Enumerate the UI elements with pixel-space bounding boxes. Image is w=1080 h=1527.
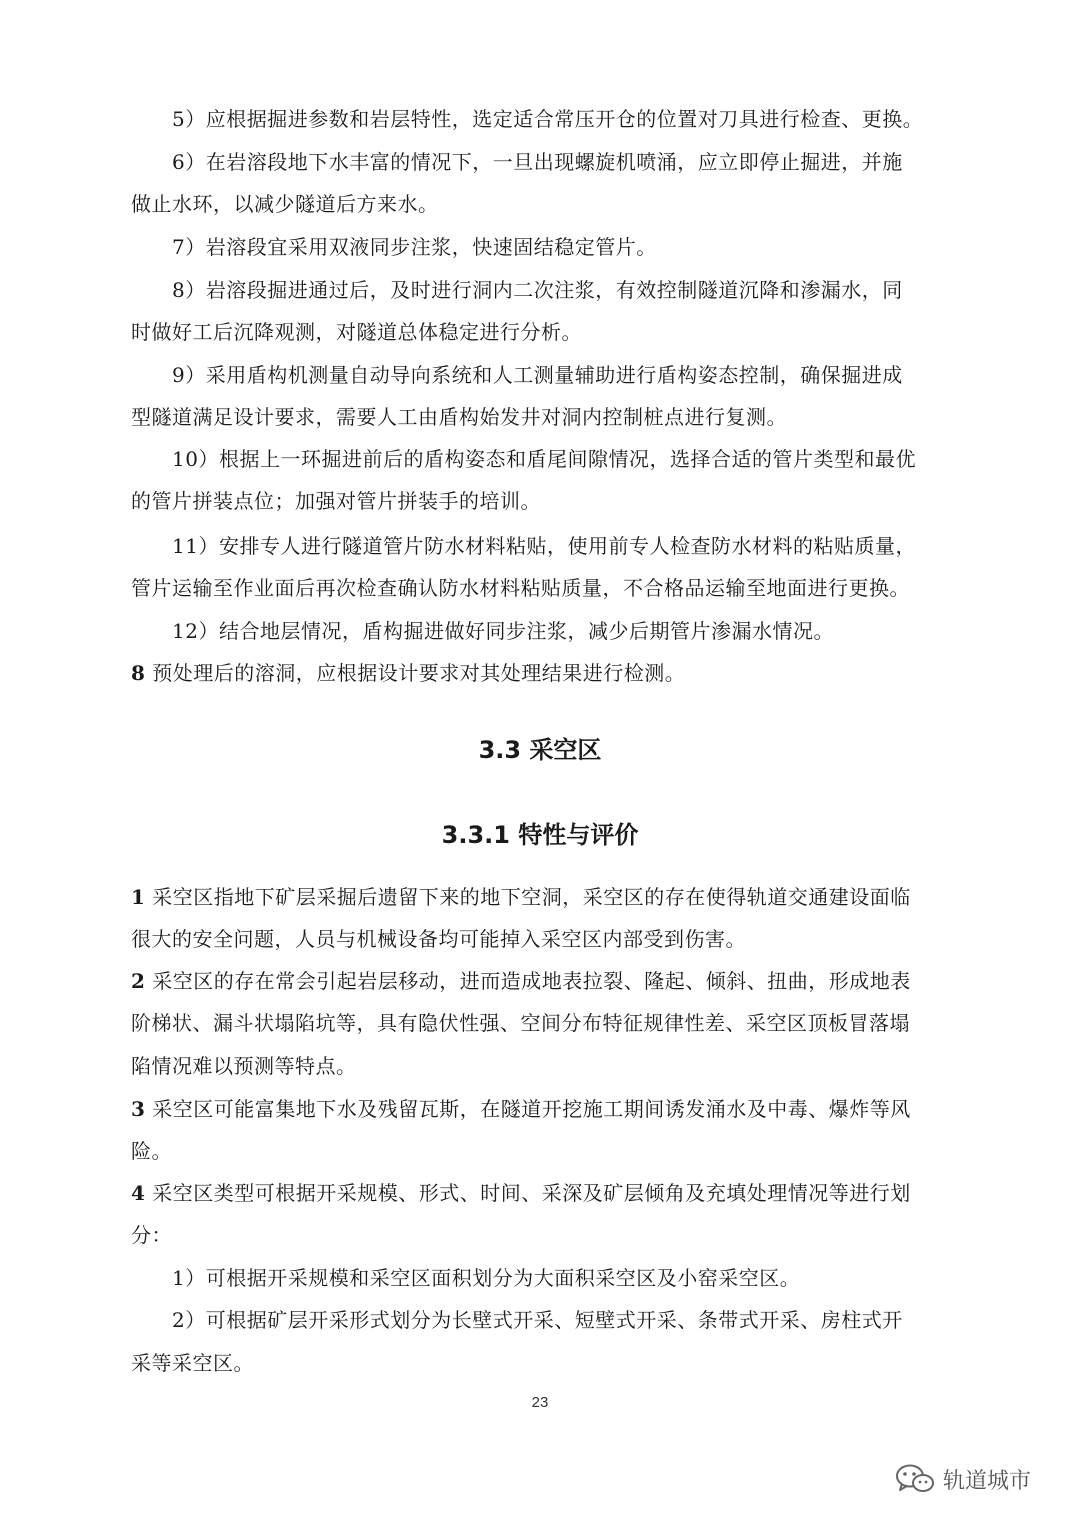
item-number: 4 xyxy=(131,1181,146,1205)
item-number: 8 xyxy=(131,661,146,685)
text-line: 采等采空区。 xyxy=(131,1351,254,1375)
section-heading: 3.3 采空区 xyxy=(478,736,602,764)
item-text: 预处理后的溶洞，应根据设计要求对其处理结果进行检测。 xyxy=(152,661,686,685)
item-text: 采空区指地下矿层采掘后遗留下来的地下空洞，采空区的存在使得轨道交通建设面临 xyxy=(152,885,911,909)
para-1-line xyxy=(131,882,911,912)
watermark xyxy=(895,1461,1031,1497)
item-text: 采空区的存在常会引起岩层移动，进而造成地表拉裂、隆起、倾斜、扭曲，形成地表 xyxy=(152,969,911,993)
item-8 xyxy=(131,658,685,688)
watermark-text: 轨道城市 xyxy=(943,1468,1032,1494)
para-3-line xyxy=(131,1094,911,1124)
subsection-heading: 3.3.1 特性与评价 xyxy=(441,821,639,849)
item-text: 采空区类型可根据开采规模、形式、时间、采深及矿层倾角及充填处理情况等进行划 xyxy=(152,1181,911,1205)
page-number: 23 xyxy=(531,1394,549,1411)
text-line: 1）可根据开采规模和采空区面积划分为大面积采空区及小窑采空区。 xyxy=(172,1266,801,1290)
wechat-icon xyxy=(895,1463,935,1495)
text-line: 很大的安全问题，人员与机械设备均可能掉入采空区内部受到伤害。 xyxy=(131,927,746,951)
item-number: 1 xyxy=(131,885,146,909)
text-line: 型隧道满足设计要求，需要人工由盾构始发井对洞内控制桩点进行复测。 xyxy=(131,405,787,429)
item-number: 2 xyxy=(131,969,146,993)
text-line: 8）岩溶段掘进通过后，及时进行洞内二次注浆，有效控制隧道沉降和渗漏水，同 xyxy=(172,278,903,302)
text-line: 时做好工后沉降观测，对隧道总体稳定进行分析。 xyxy=(131,320,582,344)
text-line: 2）可根据矿层开采形式划分为长壁式开采、短壁式开采、条带式开采、房柱式开 xyxy=(172,1308,903,1332)
text-line: 陷情况难以预测等特点。 xyxy=(131,1054,357,1078)
text-line: 9）采用盾构机测量自动导向系统和人工测量辅助进行盾构姿态控制，确保掘进成 xyxy=(172,363,903,387)
text-line: 险。 xyxy=(131,1139,172,1163)
para-2-line xyxy=(131,966,911,996)
text-line: 11）安排专人进行隧道管片防水材料粘贴，使用前专人检查防水材料的粘贴质量， xyxy=(172,534,916,558)
text-line: 12）结合地层情况，盾构掘进做好同步注浆，减少后期管片渗漏水情况。 xyxy=(172,619,834,643)
text-line: 7）岩溶段宜采用双液同步注浆，快速固结稳定管片。 xyxy=(172,235,657,259)
text-line: 做止水环，以减少隧道后方来水。 xyxy=(131,192,439,216)
text-line: 阶梯状、漏斗状塌陷坑等，具有隐伏性强、空间分布特征规律性差、采空区顶板冒落塌 xyxy=(131,1011,910,1035)
item-text: 采空区可能富集地下水及残留瓦斯，在隧道开挖施工期间诱发涌水及中毒、爆炸等风 xyxy=(152,1097,911,1121)
text-line: 分： xyxy=(131,1223,172,1247)
text-line: 的管片拼装点位；加强对管片拼装手的培训。 xyxy=(131,489,541,513)
text-line: 6）在岩溶段地下水丰富的情况下，一旦出现螺旋机喷涌，应立即停止掘进，并施 xyxy=(172,150,903,174)
text-line: 5）应根据掘进参数和岩层特性，选定适合常压开仓的位置对刀具进行检查、更换。 xyxy=(172,107,924,131)
text-line: 管片运输至作业面后再次检查确认防水材料粘贴质量，不合格品运输至地面进行更换。 xyxy=(131,576,910,600)
item-number: 3 xyxy=(131,1097,146,1121)
text-line: 10）根据上一环掘进前后的盾构姿态和盾尾间隙情况，选择合适的管片类型和最优 xyxy=(172,447,916,471)
para-4-line xyxy=(131,1178,911,1208)
